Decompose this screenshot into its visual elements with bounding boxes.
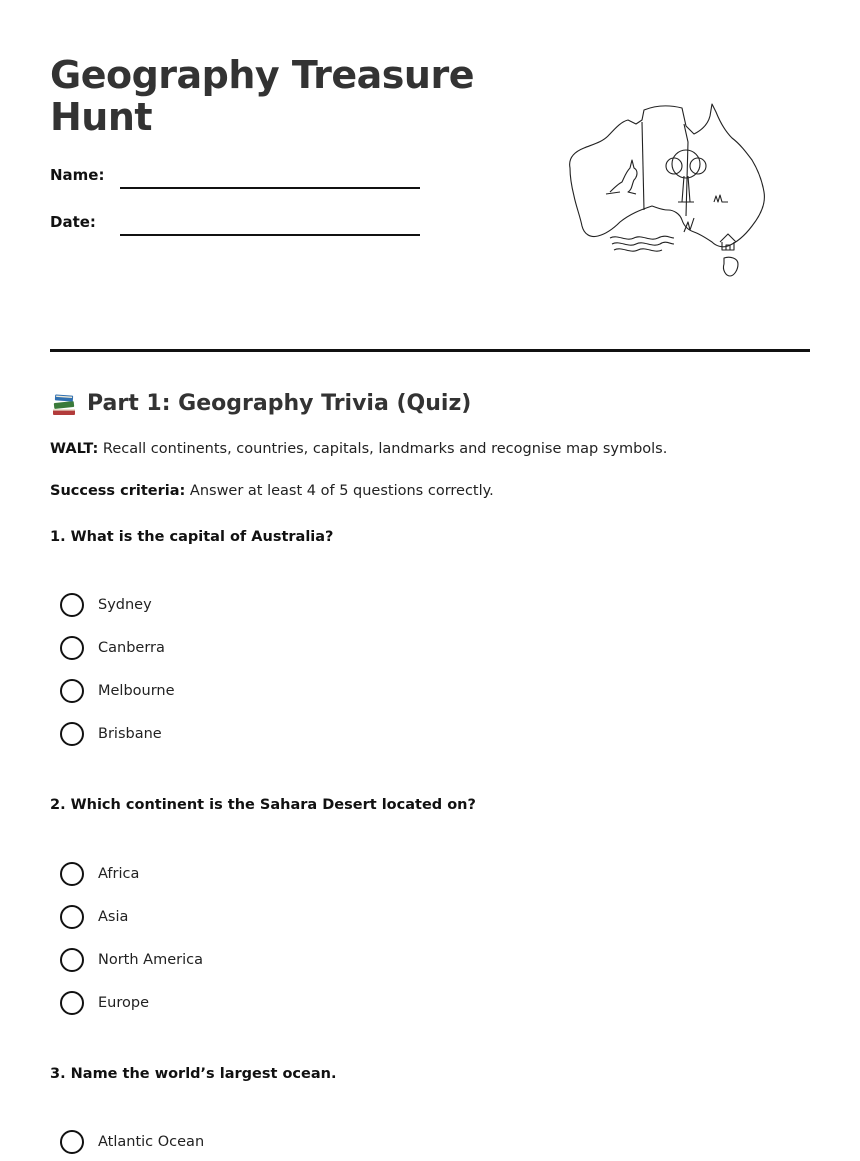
q3-option-atlantic-ocean[interactable] (60, 1130, 204, 1154)
q1-option-brisbane[interactable] (60, 722, 162, 746)
part1-title: Part 1: Geography Trivia (Quiz) (87, 391, 472, 416)
radio-button[interactable] (60, 905, 84, 929)
page-title (50, 54, 474, 138)
option-label: Africa (98, 866, 140, 882)
radio-button[interactable] (60, 862, 84, 886)
title-line-1: Geography Treasure (50, 53, 474, 97)
radio-button[interactable] (60, 679, 84, 703)
radio-button[interactable] (60, 948, 84, 972)
option-label: Sydney (98, 597, 152, 613)
walt-label: WALT: (50, 441, 99, 457)
success-criteria-label: Success criteria: (50, 483, 186, 499)
option-label: Melbourne (98, 683, 175, 699)
name-label: Name: (50, 166, 105, 184)
radio-button[interactable] (60, 991, 84, 1015)
option-label: Europe (98, 995, 149, 1011)
q2-option-europe[interactable] (60, 991, 149, 1015)
q1-option-melbourne[interactable] (60, 679, 175, 703)
section-divider (50, 349, 810, 352)
title-line-2: Hunt (50, 95, 153, 139)
question-2: 2. Which continent is the Sahara Desert located on? (50, 797, 476, 813)
radio-button[interactable] (60, 593, 84, 617)
success-criteria-body: Answer at least 4 of 5 questions correctly. (185, 483, 494, 499)
date-field[interactable] (120, 234, 420, 236)
option-label: Asia (98, 909, 129, 925)
success-criteria-text (50, 483, 494, 499)
date-label: Date: (50, 213, 96, 231)
walt-body: Recall continents, countries, capitals, landmarks and recognise map symbols. (98, 441, 668, 457)
option-label: North America (98, 952, 203, 968)
q2-option-north-america[interactable] (60, 948, 203, 972)
books-icon (50, 390, 78, 418)
walt-text (50, 441, 667, 457)
q1-option-sydney[interactable] (60, 593, 152, 617)
q2-option-africa[interactable] (60, 862, 139, 886)
part1-heading (50, 389, 471, 419)
radio-button[interactable] (60, 636, 84, 660)
radio-button[interactable] (60, 722, 84, 746)
q1-option-canberra[interactable] (60, 636, 165, 660)
q2-option-asia[interactable] (60, 905, 128, 929)
name-field[interactable] (120, 187, 420, 189)
option-label: Brisbane (98, 726, 162, 742)
question-3: 3. Name the world’s largest ocean. (50, 1066, 337, 1082)
question-1: 1. What is the capital of Australia? (50, 529, 334, 545)
option-label: Atlantic Ocean (98, 1134, 205, 1150)
radio-button[interactable] (60, 1130, 84, 1154)
australia-map-icon (562, 98, 768, 280)
option-label: Canberra (98, 640, 165, 656)
